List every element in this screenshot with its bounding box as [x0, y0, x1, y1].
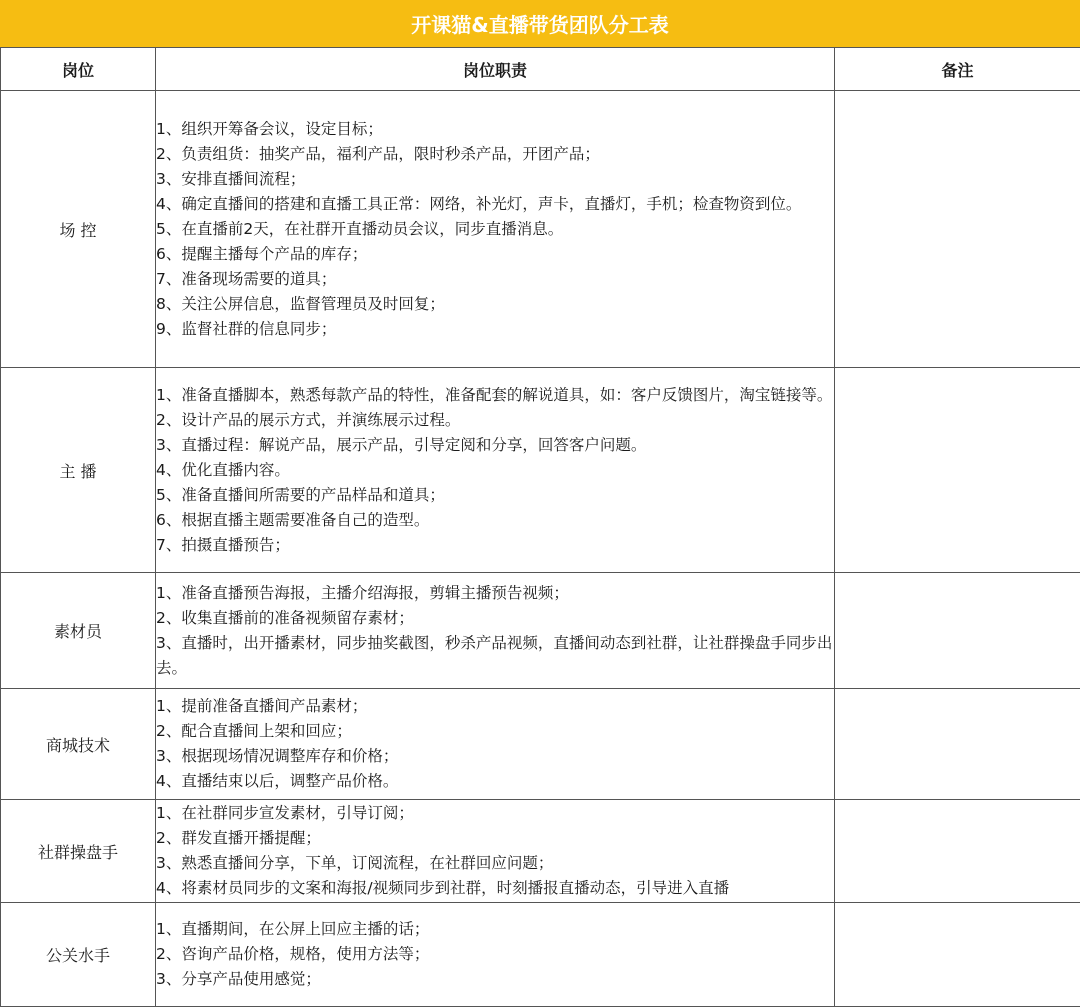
note-cell: [835, 573, 1080, 689]
table-row: [1, 800, 1080, 903]
duties-cell: [156, 903, 835, 1007]
duty-item: 7、准备现场需要的道具；: [156, 267, 834, 292]
duty-item: 1、在社群同步宣发素材，引导订阅；: [156, 801, 834, 826]
duty-item: 2、收集直播前的准备视频留存素材；: [156, 606, 834, 631]
role-cell: 主 播: [1, 368, 156, 573]
duty-item: 3、分享产品使用感觉；: [156, 967, 834, 992]
duty-item: 7、拍摄直播预告；: [156, 533, 834, 558]
duty-item: 4、优化直播内容。: [156, 458, 834, 483]
duty-item: 9、监督社群的信息同步；: [156, 317, 834, 342]
table-row: [1, 368, 1080, 573]
duty-item: 3、直播过程：解说产品，展示产品，引导定阅和分享，回答客户问题。: [156, 433, 834, 458]
duties-cell: [156, 368, 835, 573]
note-cell: [835, 800, 1080, 903]
role-cell: 场 控: [1, 91, 156, 368]
header-duties: 岗位职责: [156, 48, 835, 91]
role-cell: 商城技术: [1, 689, 156, 800]
duties-cell: [156, 689, 835, 800]
duty-item: 1、组织开筹备会议，设定目标；: [156, 117, 834, 142]
duty-item: 6、提醒主播每个产品的库存；: [156, 242, 834, 267]
note-cell: [835, 689, 1080, 800]
table-row: [1, 903, 1080, 1007]
duty-item: 5、在直播前2天，在社群开直播动员会议，同步直播消息。: [156, 217, 834, 242]
duties-cell: [156, 800, 835, 903]
header-row: [1, 48, 1080, 91]
duty-item: 2、咨询产品价格，规格，使用方法等；: [156, 942, 834, 967]
role-cell: 公关水手: [1, 903, 156, 1007]
page-title: 开课猫&直播带货团队分工表: [0, 0, 1080, 48]
duty-item: 3、安排直播间流程；: [156, 167, 834, 192]
note-cell: [835, 368, 1080, 573]
header-position: 岗位: [1, 48, 156, 91]
duty-item: 6、根据直播主题需要准备自己的造型。: [156, 508, 834, 533]
duty-item: 3、根据现场情况调整库存和价格；: [156, 744, 834, 769]
role-cell: 素材员: [1, 573, 156, 689]
header-notes: 备注: [835, 48, 1080, 91]
note-cell: [835, 91, 1080, 368]
duty-item: 3、直播时，出开播素材，同步抽奖截图，秒杀产品视频，直播间动态到社群，让社群操盘手同步出去。: [156, 631, 834, 681]
duties-cell: [156, 573, 835, 689]
duty-item: 4、确定直播间的搭建和直播工具正常：网络，补光灯，声卡，直播灯，手机；检查物资到位。: [156, 192, 834, 217]
table-row: [1, 689, 1080, 800]
duty-item: 1、准备直播脚本，熟悉每款产品的特性，准备配套的解说道具，如：客户反馈图片，淘宝链接等。: [156, 383, 834, 408]
duties-cell: [156, 91, 835, 368]
duty-item: 8、关注公屏信息，监督管理员及时回复；: [156, 292, 834, 317]
duty-item: 4、将素材员同步的文案和海报/视频同步到社群，时刻播报直播动态，引导进入直播: [156, 876, 834, 901]
role-cell: 社群操盘手: [1, 800, 156, 903]
duty-item: 2、设计产品的展示方式，并演练展示过程。: [156, 408, 834, 433]
duty-item: 1、准备直播预告海报，主播介绍海报，剪辑主播预告视频；: [156, 581, 834, 606]
table-row: [1, 573, 1080, 689]
duty-item: 1、直播期间，在公屏上回应主播的话；: [156, 917, 834, 942]
note-cell: [835, 903, 1080, 1007]
duty-item: 5、准备直播间所需要的产品样品和道具；: [156, 483, 834, 508]
duty-item: 3、熟悉直播间分享，下单，订阅流程，在社群回应问题；: [156, 851, 834, 876]
table-row: [1, 91, 1080, 368]
duty-item: 1、提前准备直播间产品素材；: [156, 694, 834, 719]
duty-item: 2、负责组货：抽奖产品，福利产品，限时秒杀产品，开团产品；: [156, 142, 834, 167]
duty-table: [0, 47, 1080, 1007]
duty-item: 4、直播结束以后，调整产品价格。: [156, 769, 834, 794]
duty-item: 2、群发直播开播提醒；: [156, 826, 834, 851]
duty-item: 2、配合直播间上架和回应；: [156, 719, 834, 744]
